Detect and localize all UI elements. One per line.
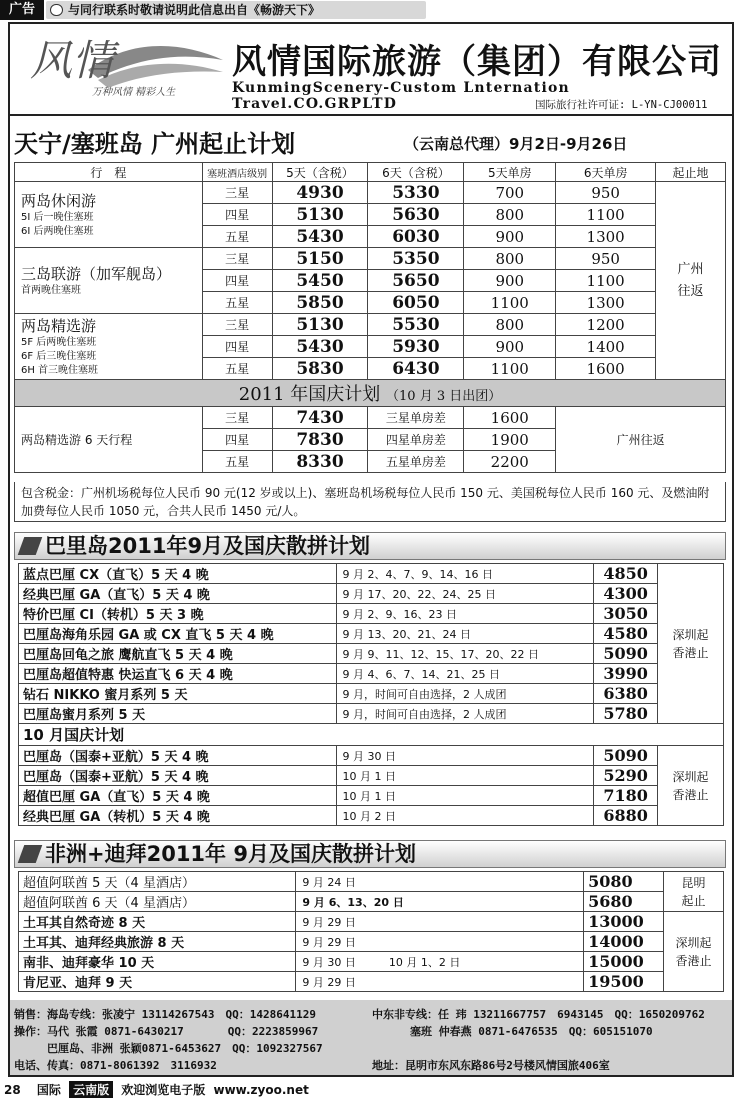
national-day-section-row xyxy=(19,724,724,746)
tour-price: 5680 xyxy=(584,892,664,912)
price-5day: 4930 xyxy=(272,182,368,204)
national-price: 8330 xyxy=(272,451,368,473)
ad-label: 广告 xyxy=(0,0,44,20)
price-6day: 5930 xyxy=(368,336,464,358)
table-row xyxy=(15,182,726,204)
single-6day: 1100 xyxy=(556,204,656,226)
col-header: 塞班酒店级别 xyxy=(202,163,272,182)
single-6day: 950 xyxy=(556,248,656,270)
tour-price: 5090 xyxy=(594,746,658,766)
single-5day: 1100 xyxy=(464,358,556,380)
table-row xyxy=(15,407,726,429)
origin-cell: 深圳起 香港止 xyxy=(658,564,724,724)
price-5day: 5830 xyxy=(272,358,368,380)
origin-cell: 深圳起 香港止 xyxy=(664,912,724,992)
national-day-title xyxy=(15,380,726,407)
route-note: 6I 后两晚住塞班 xyxy=(21,226,94,237)
route-note: 6F 后三晚住塞班 xyxy=(21,351,97,362)
hotel-level: 三星 xyxy=(202,182,272,204)
single-diff: 2200 xyxy=(464,451,556,473)
price-6day: 5650 xyxy=(368,270,464,292)
tour-price: 6880 xyxy=(594,806,658,826)
table-row xyxy=(19,704,724,724)
tour-dates: 10 月 1 日 xyxy=(336,766,594,786)
tour-price: 3990 xyxy=(594,664,658,684)
price-6day: 5630 xyxy=(368,204,464,226)
table-row xyxy=(19,972,724,992)
price-5day: 5850 xyxy=(272,292,368,314)
single-diff-label: 五星单房差 xyxy=(368,451,464,473)
hotel-level: 四星 xyxy=(202,270,272,292)
ad-notice xyxy=(46,1,426,19)
single-5day: 900 xyxy=(464,226,556,248)
tour-name: 巴厘岛超值特惠 快运直飞 6 天 4 晚 xyxy=(19,664,337,684)
route-note: 首两晚住塞班 xyxy=(21,285,81,296)
price-6day: 5330 xyxy=(368,182,464,204)
single-6day: 950 xyxy=(556,182,656,204)
tour-dates: 9 月 13、20、21、24 日 xyxy=(336,624,594,644)
route-note: 5F 后两晚住塞班 xyxy=(21,337,97,348)
tour-dates: 9 月 6、13、20 日 xyxy=(296,892,584,912)
route-cell xyxy=(15,248,203,314)
hotel-level: 五星 xyxy=(202,358,272,380)
tour-price: 4850 xyxy=(594,564,658,584)
tour-name: 土耳其自然奇迹 8 天 xyxy=(19,912,296,932)
bali-price-table xyxy=(18,563,724,826)
company-name: 风情国际旅游（集团）有限公司 xyxy=(232,42,722,82)
national-day-header-row xyxy=(15,380,726,407)
route-note: 6H 首三晚住塞班 xyxy=(21,365,99,376)
table-row xyxy=(19,624,724,644)
single-5day: 800 xyxy=(464,204,556,226)
tour-dates: 9 月 30 日 10 月 1、2 日 xyxy=(296,952,584,972)
price-6day: 6030 xyxy=(368,226,464,248)
tour-name: 超值阿联酋 6 天（4 星酒店） xyxy=(19,892,296,912)
tour-dates: 9 月 30 日 xyxy=(336,746,594,766)
tour-dates: 9 月 24 日 xyxy=(296,872,584,892)
ad-notice-text: 与同行联系时敬请说明此信息出自《畅游天下》 xyxy=(68,3,321,17)
tour-name: 南非、迪拜豪华 10 天 xyxy=(19,952,296,972)
price-5day: 5450 xyxy=(272,270,368,292)
tour-price: 15000 xyxy=(584,952,664,972)
contact-address: 地址：昆明市东风东路86号2号楼风情国旅406室 xyxy=(372,1059,610,1072)
tour-dates: 10 月 1 日 xyxy=(336,786,594,806)
tour-dates: 9 月 17、20、22、24、25 日 xyxy=(336,584,594,604)
tour-dates: 9 月，时间可自由选择，2 人成团 xyxy=(336,684,594,704)
tour-price: 13000 xyxy=(584,912,664,932)
hotel-level: 四星 xyxy=(202,336,272,358)
tour-dates: 9 月 2、4、7、9、14、16 日 xyxy=(336,564,594,584)
col-header: 6天（含税） xyxy=(368,163,464,182)
africa-dubai-banner: 非洲+迪拜2011年 9月及国庆散拼计划 xyxy=(14,840,726,868)
tour-price: 5080 xyxy=(584,872,664,892)
table-row xyxy=(19,806,724,826)
saipan-subtitle: （云南总代理）9月2日-9月26日 xyxy=(404,135,628,153)
tour-name: 经典巴厘 GA（直飞）5 天 4 晚 xyxy=(19,584,337,604)
tour-price: 5780 xyxy=(594,704,658,724)
single-diff: 1900 xyxy=(464,429,556,451)
contact-saipan: 塞班 仲春燕 0871-6476535 QQ：605151070 xyxy=(410,1025,653,1038)
tour-dates: 9 月 9、11、12、15、17、20、22 日 xyxy=(336,644,594,664)
footer-slogan: 欢迎浏览电子版 xyxy=(121,1083,206,1097)
single-5day: 700 xyxy=(464,182,556,204)
price-5day: 5430 xyxy=(272,226,368,248)
single-6day: 1200 xyxy=(556,314,656,336)
page-footer xyxy=(0,1081,740,1100)
header-divider xyxy=(10,114,732,116)
table-row xyxy=(19,664,724,684)
company-name-en: KunmingScenery-Custom Lnternation Travel.CO.GRPLTD xyxy=(232,80,570,112)
tour-price: 4580 xyxy=(594,624,658,644)
table-row xyxy=(19,952,724,972)
col-header: 5天单房 xyxy=(464,163,556,182)
tour-name: 特价巴厘 CI（转机）5 天 3 晚 xyxy=(19,604,337,624)
route-name: 两岛精选游 xyxy=(21,317,97,335)
footer-section: 国际 xyxy=(36,1083,61,1097)
route-name: 两岛休闲游 xyxy=(21,192,97,210)
tour-name: 巴厘岛回龟之旅 鹰航直飞 5 天 4 晚 xyxy=(19,644,337,664)
tax-note: 包含税金：广州机场税每位人民币 90 元(12 岁或以上)、塞班岛机场税每位人民币 150 元、美国税每位人民币 160 元、及燃油附加费每位人民币 1050 元，合共人民币 1450 元/人。 xyxy=(14,482,726,522)
edition-tag: 云南版 xyxy=(69,1081,113,1098)
col-header: 行 程 xyxy=(15,163,203,182)
tour-dates: 9 月 29 日 xyxy=(296,932,584,952)
footer-url[interactable]: www.zyoo.net xyxy=(213,1083,309,1097)
table-row xyxy=(19,564,724,584)
tour-price: 3050 xyxy=(594,604,658,624)
table-row xyxy=(19,912,724,932)
route-note: 5I 后一晚住塞班 xyxy=(21,212,94,223)
origin-cell: 深圳起 香港止 xyxy=(658,746,724,826)
single-5day: 900 xyxy=(464,270,556,292)
tour-name: 土耳其、迪拜经典旅游 8 天 xyxy=(19,932,296,952)
tour-name: 经典巴厘 GA（转机）5 天 4 晚 xyxy=(19,806,337,826)
hotel-level: 五星 xyxy=(202,292,272,314)
tour-price: 19500 xyxy=(584,972,664,992)
route-cell xyxy=(15,314,203,380)
hotel-level: 三星 xyxy=(202,407,272,429)
table-header-row xyxy=(15,163,726,182)
table-row xyxy=(19,786,724,806)
price-6day: 5350 xyxy=(368,248,464,270)
national-origin: 广州往返 xyxy=(556,407,726,473)
license-number: 国际旅行社许可证: L-YN-CJ00011 xyxy=(535,99,708,111)
africa-dubai-price-table xyxy=(18,871,724,992)
national-day-heading: 10 月国庆计划 xyxy=(19,724,724,746)
single-diff-label: 四星单房差 xyxy=(368,429,464,451)
table-row xyxy=(19,604,724,624)
tour-price: 14000 xyxy=(584,932,664,952)
price-5day: 5130 xyxy=(272,314,368,336)
single-diff: 1600 xyxy=(464,407,556,429)
bali-banner: 巴里岛2011年9月及国庆散拼计划 xyxy=(14,532,726,560)
tour-dates: 9 月 2、9、16、23 日 xyxy=(336,604,594,624)
tour-dates: 9 月，时间可自由选择，2 人成团 xyxy=(336,704,594,724)
origin-cell: 广州 往返 xyxy=(656,182,726,380)
page-number: 28 xyxy=(4,1083,21,1097)
tour-dates: 9 月 29 日 xyxy=(296,972,584,992)
tour-name: 钻石 NIKKO 蜜月系列 5 天 xyxy=(19,684,337,704)
single-5day: 800 xyxy=(464,314,556,336)
tour-name: 超值阿联酋 5 天（4 星酒店） xyxy=(19,872,296,892)
tour-dates: 9 月 29 日 xyxy=(296,912,584,932)
col-header: 6天单房 xyxy=(556,163,656,182)
single-6day: 1300 xyxy=(556,226,656,248)
saipan-price-table xyxy=(14,162,726,473)
price-6day: 5530 xyxy=(368,314,464,336)
logo-text: 风情 xyxy=(30,36,115,85)
tour-dates: 9 月 4、6、7、14、21、25 日 xyxy=(336,664,594,684)
tour-name: 巴厘岛蜜月系列 5 天 xyxy=(19,704,337,724)
single-5day: 900 xyxy=(464,336,556,358)
origin-cell: 昆明 起止 xyxy=(664,872,724,912)
single-6day: 1600 xyxy=(556,358,656,380)
national-day-subtitle: （10 月 3 日出团） xyxy=(386,389,502,404)
logo-tagline: 万种风情 精彩人生 xyxy=(92,87,176,98)
contact-sales: 销售：海岛专线：张凌宁 13114267543 QQ：1428641129 xyxy=(14,1008,316,1021)
price-6day: 6430 xyxy=(368,358,464,380)
contact-block xyxy=(10,1000,732,1075)
single-5day: 800 xyxy=(464,248,556,270)
tour-name: 巴厘岛（国泰+亚航）5 天 4 晚 xyxy=(19,766,337,786)
single-6day: 1400 xyxy=(556,336,656,358)
single-6day: 1300 xyxy=(556,292,656,314)
hotel-level: 四星 xyxy=(202,429,272,451)
route-cell xyxy=(15,182,203,248)
hotel-level: 五星 xyxy=(202,451,272,473)
tour-price: 5290 xyxy=(594,766,658,786)
table-row xyxy=(19,872,724,892)
tour-name: 巴厘岛（国泰+亚航）5 天 4 晚 xyxy=(19,746,337,766)
national-day-title-text: 2011 年国庆计划 xyxy=(238,384,381,405)
tour-price: 5090 xyxy=(594,644,658,664)
price-5day: 5130 xyxy=(272,204,368,226)
single-6day: 1100 xyxy=(556,270,656,292)
table-row xyxy=(15,314,726,336)
table-row xyxy=(19,746,724,766)
hotel-level: 四星 xyxy=(202,204,272,226)
table-row xyxy=(19,584,724,604)
table-row xyxy=(19,932,724,952)
tour-price: 6380 xyxy=(594,684,658,704)
national-price: 7430 xyxy=(272,407,368,429)
tour-price: 4300 xyxy=(594,584,658,604)
contact-ops: 操作：马代 张霞 0871-6430217 QQ：2223859967 xyxy=(14,1025,319,1038)
tour-name: 巴厘岛海角乐园 GA 或 CX 直飞 5 天 4 晚 xyxy=(19,624,337,644)
tour-name: 肯尼亚、迪拜 9 天 xyxy=(19,972,296,992)
hotel-level: 三星 xyxy=(202,314,272,336)
tour-price: 7180 xyxy=(594,786,658,806)
price-5day: 5150 xyxy=(272,248,368,270)
single-diff-label: 三星单房差 xyxy=(368,407,464,429)
contact-mideast: 中东非专线：任 玮 13211667757 6943145 QQ：1650209762 xyxy=(372,1008,705,1021)
tour-name: 超值巴厘 GA（直飞）5 天 4 晚 xyxy=(19,786,337,806)
col-header: 起止地 xyxy=(656,163,726,182)
tour-dates: 10 月 2 日 xyxy=(336,806,594,826)
hotel-level: 五星 xyxy=(202,226,272,248)
table-row xyxy=(19,892,724,912)
hotel-level: 三星 xyxy=(202,248,272,270)
col-header: 5天（含税） xyxy=(272,163,368,182)
magazine-logo-icon xyxy=(50,4,63,16)
contact-phone: 电话、传真：0871-8061392 3116932 xyxy=(14,1059,217,1072)
saipan-title: 天宁/塞班岛 广州起止计划 xyxy=(14,130,296,158)
price-6day: 6050 xyxy=(368,292,464,314)
national-price: 7830 xyxy=(272,429,368,451)
tour-name: 蓝点巴厘 CX（直飞）5 天 4 晚 xyxy=(19,564,337,584)
national-route: 两岛精选游 6 天行程 xyxy=(15,407,203,473)
table-row xyxy=(19,766,724,786)
single-5day: 1100 xyxy=(464,292,556,314)
table-row xyxy=(19,684,724,704)
price-5day: 5430 xyxy=(272,336,368,358)
contact-bali: 巴厘岛、非洲 张颖0871-6453627 QQ：1092327567 xyxy=(14,1042,323,1055)
route-name: 三岛联游（加军舰岛） xyxy=(21,265,172,283)
table-row xyxy=(15,248,726,270)
table-row xyxy=(19,644,724,664)
